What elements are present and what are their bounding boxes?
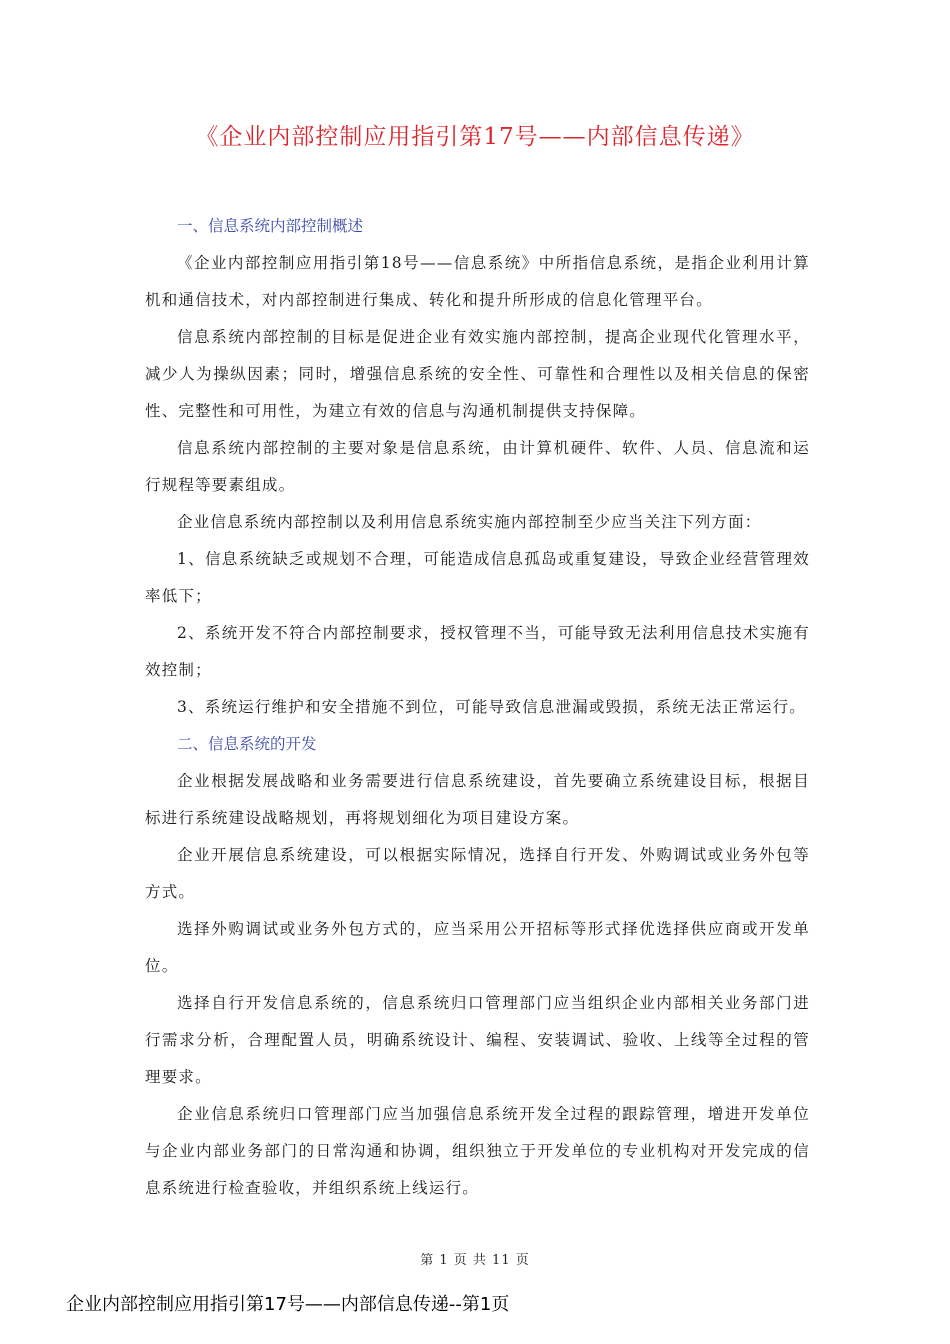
document-body bbox=[145, 208, 810, 1207]
paragraph: 企业开展信息系统建设，可以根据实际情况，选择自行开发、外购调试或业务外包等方式。 bbox=[145, 846, 810, 901]
paragraph: 1、信息系统缺乏或规划不合理，可能造成信息孤岛或重复建设，导致企业经营管理效率低下； bbox=[145, 550, 810, 605]
paragraph: 信息系统内部控制的主要对象是信息系统，由计算机硬件、软件、人员、信息流和运行规程等要素组成。 bbox=[145, 439, 810, 494]
paragraph: 企业信息系统归口管理部门应当加强信息系统开发全过程的跟踪管理，增进开发单位与企业内部业务部门的日常沟通和协调，组织独立于开发单位的专业机构对开发完成的信息系统进行检查验收，并组织系统上线运行。 bbox=[145, 1105, 810, 1197]
paragraph: 2、系统开发不符合内部控制要求，授权管理不当，可能导致无法利用信息技术实施有效控制； bbox=[145, 624, 810, 679]
section-heading: 二、信息系统的开发 bbox=[177, 735, 317, 753]
document-title: 《企业内部控制应用指引第17号——内部信息传递》 bbox=[195, 124, 755, 150]
page-number: 第 1 页 共 11 页 bbox=[420, 1253, 530, 1268]
paragraph: 企业信息系统内部控制以及利用信息系统实施内部控制至少应当关注下列方面： bbox=[177, 513, 762, 531]
paragraph: 《企业内部控制应用指引第18号——信息系统》中所指信息系统，是指企业利用计算机和通信技术，对内部控制进行集成、转化和提升所形成的信息化管理平台。 bbox=[145, 254, 810, 309]
page-footer: 企业内部控制应用指引第17号——内部信息传递--第1页 bbox=[66, 1294, 510, 1315]
paragraph: 选择自行开发信息系统的，信息系统归口管理部门应当组织企业内部相关业务部门进行需求分析，合理配置人员，明确系统设计、编程、安装调试、验收、上线等全过程的管理要求。 bbox=[145, 994, 810, 1086]
paragraph: 3、系统运行维护和安全措施不到位，可能导致信息泄漏或毁损，系统无法正常运行。 bbox=[177, 698, 806, 716]
paragraph: 企业根据发展战略和业务需要进行信息系统建设，首先要确立系统建设目标，根据目标进行系统建设战略规划，再将规划细化为项目建设方案。 bbox=[145, 772, 810, 827]
paragraph: 选择外购调试或业务外包方式的，应当采用公开招标等形式择优选择供应商或开发单位。 bbox=[145, 920, 810, 975]
section-heading: 一、信息系统内部控制概述 bbox=[177, 217, 364, 235]
paragraph: 信息系统内部控制的目标是促进企业有效实施内部控制，提高企业现代化管理水平，减少人为操纵因素；同时，增强信息系统的安全性、可靠性和合理性以及相关信息的保密性、完整性和可用性，为建立有效的信息与沟通机制提供支持保障。 bbox=[145, 328, 810, 420]
